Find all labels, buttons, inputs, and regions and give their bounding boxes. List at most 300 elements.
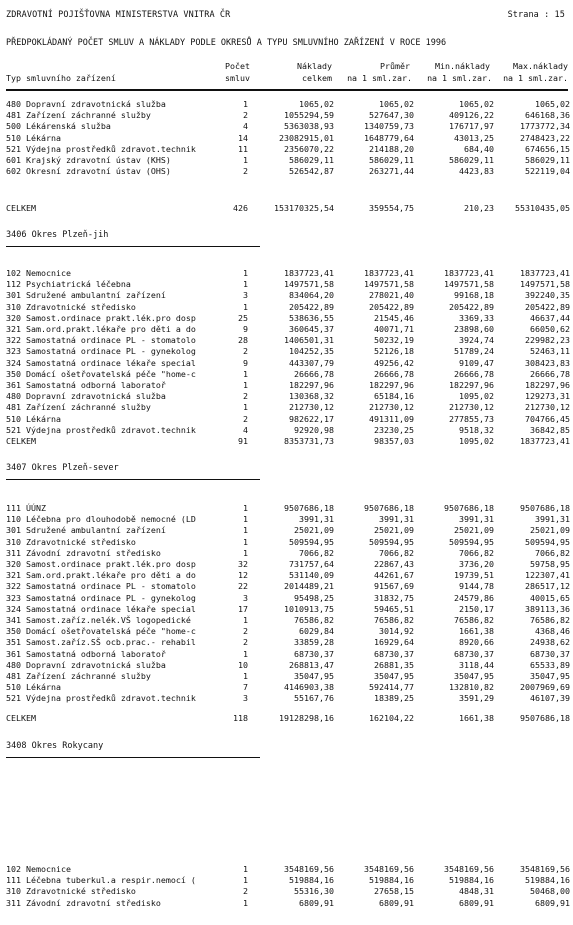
col-count-label-1: Počet bbox=[225, 61, 250, 71]
cost-cell: 5363038,93 bbox=[284, 121, 334, 131]
avg-cell: 16929,64 bbox=[374, 637, 414, 647]
table-row bbox=[6, 133, 570, 144]
cost-cell: 3991,31 bbox=[299, 514, 334, 524]
min-cell: 19739,51 bbox=[454, 570, 494, 580]
cost-cell: 509594,95 bbox=[289, 537, 334, 547]
table-row bbox=[6, 110, 570, 121]
count-cell: 1 bbox=[243, 514, 248, 524]
district-heading: 3407 Okres Plzeň-sever bbox=[6, 463, 119, 473]
district-heading: 3408 Okres Rokycany bbox=[6, 741, 104, 751]
cost-cell: 55167,76 bbox=[294, 693, 334, 703]
table-row bbox=[6, 166, 570, 177]
type-cell: 322 Samostatná ordinace PL - stomatolo bbox=[6, 581, 196, 591]
table-row bbox=[6, 279, 570, 290]
min-cell: 4848,31 bbox=[459, 886, 494, 896]
type-cell: 341 Samost.zaříz.nelék.VŠ logopedické bbox=[6, 615, 191, 625]
table-row bbox=[6, 649, 570, 660]
count-cell: 10 bbox=[238, 660, 248, 670]
table-row bbox=[6, 358, 570, 369]
max-cell: 1497571,58 bbox=[520, 279, 570, 289]
col-min-label-1: Min.náklady bbox=[435, 61, 490, 71]
insurer-title: ZDRAVOTNÍ POJIŠŤOVNA MINISTERSTVA VNITRA ČR bbox=[6, 10, 231, 20]
table-row bbox=[6, 380, 570, 391]
avg-cell: 50232,19 bbox=[374, 335, 414, 345]
min-cell: 35047,95 bbox=[454, 671, 494, 681]
col-max-label-2: na 1 sml.zar. bbox=[503, 73, 568, 83]
avg-cell: 23230,25 bbox=[374, 425, 414, 435]
header-rule bbox=[6, 89, 568, 91]
min-cell: 3118,44 bbox=[459, 660, 494, 670]
page-number: Strana : 15 bbox=[507, 10, 565, 20]
cost-cell: 212730,12 bbox=[289, 402, 334, 412]
avg-cell: 509594,95 bbox=[369, 537, 414, 547]
count-cell: 22 bbox=[238, 581, 248, 591]
type-cell: 301 Sdružené ambulantní zařízení bbox=[6, 525, 166, 535]
type-cell: CELKEM bbox=[6, 436, 36, 446]
table-row bbox=[6, 391, 570, 402]
table-row bbox=[6, 864, 570, 875]
count-cell: 118 bbox=[233, 713, 248, 723]
col-count-label-2: smluv bbox=[225, 73, 250, 83]
col-min-label-2: na 1 sml.zar. bbox=[427, 73, 492, 83]
count-cell: 426 bbox=[233, 203, 248, 213]
cost-cell: 982622,17 bbox=[289, 414, 334, 424]
table-row bbox=[6, 626, 570, 637]
type-cell: 510 Lékárna bbox=[6, 682, 61, 692]
avg-cell: 98357,03 bbox=[374, 436, 414, 446]
avg-cell: 59465,51 bbox=[374, 604, 414, 614]
table-row bbox=[6, 425, 570, 436]
avg-cell: 65184,16 bbox=[374, 391, 414, 401]
type-cell: 361 Samostatná odborná laboratoř bbox=[6, 649, 166, 659]
cost-cell: 33859,28 bbox=[294, 637, 334, 647]
cost-cell: 2014489,21 bbox=[284, 581, 334, 591]
max-cell: 308423,83 bbox=[525, 358, 570, 368]
count-cell: 2 bbox=[243, 346, 248, 356]
min-cell: 1661,38 bbox=[459, 713, 494, 723]
table-row bbox=[6, 155, 570, 166]
min-cell: 586029,11 bbox=[449, 155, 494, 165]
cost-cell: 2356070,22 bbox=[284, 144, 334, 154]
max-cell: 25021,09 bbox=[530, 525, 570, 535]
cost-cell: 731757,64 bbox=[289, 559, 334, 569]
min-cell: 182297,96 bbox=[449, 380, 494, 390]
max-cell: 646168,36 bbox=[525, 110, 570, 120]
avg-cell: 31832,75 bbox=[374, 593, 414, 603]
type-cell: 310 Zdravotnické středisko bbox=[6, 537, 136, 547]
min-cell: 3991,31 bbox=[459, 514, 494, 524]
count-cell: 1 bbox=[243, 402, 248, 412]
count-cell: 14 bbox=[238, 133, 248, 143]
type-cell: 480 Dopravní zdravotnická služba bbox=[6, 660, 166, 670]
max-cell: 392240,35 bbox=[525, 290, 570, 300]
type-cell: 310 Zdravotnické středisko bbox=[6, 886, 136, 896]
cost-cell: 182297,96 bbox=[289, 380, 334, 390]
max-cell: 40015,65 bbox=[530, 593, 570, 603]
table-row bbox=[6, 99, 570, 110]
type-cell: 322 Samostatná ordinace PL - stomatolo bbox=[6, 335, 196, 345]
table-row bbox=[6, 886, 570, 897]
avg-cell: 205422,89 bbox=[369, 302, 414, 312]
count-cell: 1 bbox=[243, 369, 248, 379]
cost-cell: 268813,47 bbox=[289, 660, 334, 670]
max-cell: 9507686,18 bbox=[520, 503, 570, 513]
count-cell: 9 bbox=[243, 358, 248, 368]
max-cell: 59758,95 bbox=[530, 559, 570, 569]
table-row bbox=[6, 268, 570, 279]
count-cell: 1 bbox=[243, 268, 248, 278]
min-cell: 9144,78 bbox=[459, 581, 494, 591]
min-cell: 1065,02 bbox=[459, 99, 494, 109]
type-cell: 320 Samost.ordinace prakt.lék.pro dosp bbox=[6, 313, 196, 323]
table-row bbox=[6, 514, 570, 525]
type-cell: 361 Samostatná odborná laboratoř bbox=[6, 380, 166, 390]
avg-cell: 68730,37 bbox=[374, 649, 414, 659]
count-cell: 2 bbox=[243, 414, 248, 424]
avg-cell: 3014,92 bbox=[379, 626, 414, 636]
count-cell: 1 bbox=[243, 671, 248, 681]
table-row bbox=[6, 346, 570, 357]
table-row bbox=[6, 144, 570, 155]
avg-cell: 91567,69 bbox=[374, 581, 414, 591]
count-cell: 25 bbox=[238, 313, 248, 323]
type-cell: 351 Samost.zaříz.SŠ ocb.prac.- rehabil bbox=[6, 637, 196, 647]
avg-cell: 40071,71 bbox=[374, 324, 414, 334]
min-cell: 3369,33 bbox=[459, 313, 494, 323]
min-cell: 76586,82 bbox=[454, 615, 494, 625]
max-cell: 55310435,05 bbox=[515, 203, 570, 213]
type-cell: 311 Závodní zdravotní středisko bbox=[6, 898, 161, 908]
min-cell: 277855,73 bbox=[449, 414, 494, 424]
count-cell: 1 bbox=[243, 548, 248, 558]
max-cell: 66050,62 bbox=[530, 324, 570, 334]
max-cell: 286517,12 bbox=[525, 581, 570, 591]
avg-cell: 527647,30 bbox=[369, 110, 414, 120]
max-cell: 1065,02 bbox=[535, 99, 570, 109]
type-cell: 324 Samostatná ordinace lékaře special bbox=[6, 358, 196, 368]
type-cell: 301 Sdružené ambulantní zařízení bbox=[6, 290, 166, 300]
avg-cell: 1340759,73 bbox=[364, 121, 414, 131]
max-cell: 122307,41 bbox=[525, 570, 570, 580]
count-cell: 2 bbox=[243, 886, 248, 896]
cost-cell: 3548169,56 bbox=[284, 864, 334, 874]
table-row bbox=[6, 637, 570, 648]
type-cell: 602 Okresní zdravotní ústav (OHS) bbox=[6, 166, 171, 176]
report-subtitle: PŘEDPOKLÁDANÝ POČET SMLUV A NÁKLADY PODLE OKRESŮ A TYPU SMLUVNÍHO ZAŘÍZENÍ V ROCE 1996 bbox=[6, 38, 447, 48]
min-cell: 6809,91 bbox=[459, 898, 494, 908]
table-row bbox=[6, 402, 570, 413]
avg-cell: 592414,77 bbox=[369, 682, 414, 692]
min-cell: 8920,66 bbox=[459, 637, 494, 647]
table-row bbox=[6, 369, 570, 380]
cost-cell: 25021,09 bbox=[294, 525, 334, 535]
type-cell: 601 Krajský zdravotní ústav (KHS) bbox=[6, 155, 171, 165]
min-cell: 24579,86 bbox=[454, 593, 494, 603]
cost-cell: 76586,82 bbox=[294, 615, 334, 625]
max-cell: 519884,16 bbox=[525, 875, 570, 885]
avg-cell: 52126,18 bbox=[374, 346, 414, 356]
min-cell: 7066,82 bbox=[459, 548, 494, 558]
count-cell: 2 bbox=[243, 391, 248, 401]
table-row bbox=[6, 615, 570, 626]
max-cell: 65533,89 bbox=[530, 660, 570, 670]
count-cell: 1 bbox=[243, 537, 248, 547]
table-row bbox=[6, 898, 570, 909]
count-cell: 1 bbox=[243, 615, 248, 625]
table-row bbox=[6, 324, 570, 335]
table-row bbox=[6, 693, 570, 704]
table-row bbox=[6, 593, 570, 604]
cost-cell: 35047,95 bbox=[294, 671, 334, 681]
max-cell: 50468,00 bbox=[530, 886, 570, 896]
table-row bbox=[6, 525, 570, 536]
max-cell: 2748423,22 bbox=[520, 133, 570, 143]
min-cell: 212730,12 bbox=[449, 402, 494, 412]
count-cell: 1 bbox=[243, 279, 248, 289]
count-cell: 3 bbox=[243, 593, 248, 603]
count-cell: 1 bbox=[243, 155, 248, 165]
max-cell: 2007969,69 bbox=[520, 682, 570, 692]
count-cell: 3 bbox=[243, 290, 248, 300]
min-cell: 9109,47 bbox=[459, 358, 494, 368]
type-cell: 521 Výdejna prostředků zdravot.technik bbox=[6, 693, 196, 703]
max-cell: 4368,46 bbox=[535, 626, 570, 636]
type-cell: 510 Lékárna bbox=[6, 133, 61, 143]
table-row bbox=[6, 682, 570, 693]
type-cell: 102 Nemocnice bbox=[6, 268, 71, 278]
cost-cell: 1065,02 bbox=[299, 99, 334, 109]
min-cell: 9518,32 bbox=[459, 425, 494, 435]
cost-cell: 104252,35 bbox=[289, 346, 334, 356]
max-cell: 3548169,56 bbox=[520, 864, 570, 874]
cost-cell: 205422,89 bbox=[289, 302, 334, 312]
section-rule bbox=[6, 479, 260, 480]
type-cell: 311 Závodní zdravotní středisko bbox=[6, 548, 161, 558]
col-cost-label-1: Náklady bbox=[297, 61, 332, 71]
min-cell: 210,23 bbox=[464, 203, 494, 213]
cost-cell: 153170325,54 bbox=[274, 203, 334, 213]
avg-cell: 35047,95 bbox=[374, 671, 414, 681]
type-cell: 323 Samostatná ordinace PL - gynekolog bbox=[6, 593, 196, 603]
min-cell: 26666,78 bbox=[454, 369, 494, 379]
avg-cell: 6809,91 bbox=[379, 898, 414, 908]
count-cell: 4 bbox=[243, 425, 248, 435]
min-cell: 1661,38 bbox=[459, 626, 494, 636]
min-cell: 23898,60 bbox=[454, 324, 494, 334]
count-cell: 1 bbox=[243, 380, 248, 390]
count-cell: 17 bbox=[238, 604, 248, 614]
avg-cell: 519884,16 bbox=[369, 875, 414, 885]
avg-cell: 22867,43 bbox=[374, 559, 414, 569]
avg-cell: 1065,02 bbox=[379, 99, 414, 109]
min-cell: 68730,37 bbox=[454, 649, 494, 659]
type-cell: 111 ÚÚNZ bbox=[6, 503, 46, 513]
max-cell: 6809,91 bbox=[535, 898, 570, 908]
count-cell: 32 bbox=[238, 559, 248, 569]
max-cell: 68730,37 bbox=[530, 649, 570, 659]
col-avg-label-1: Průměr bbox=[380, 61, 410, 71]
cost-cell: 92920,98 bbox=[294, 425, 334, 435]
table-row bbox=[6, 559, 570, 570]
section-rule bbox=[6, 757, 260, 758]
max-cell: 46107,39 bbox=[530, 693, 570, 703]
table-row bbox=[6, 503, 570, 514]
type-cell: 111 Léčebna tuberkul.a respir.nemocí ( bbox=[6, 875, 196, 885]
avg-cell: 212730,12 bbox=[369, 402, 414, 412]
cost-cell: 68730,37 bbox=[294, 649, 334, 659]
avg-cell: 76586,82 bbox=[374, 615, 414, 625]
cost-cell: 360645,37 bbox=[289, 324, 334, 334]
col-cost-label-2: celkem bbox=[302, 73, 332, 83]
max-cell: 205422,89 bbox=[525, 302, 570, 312]
cost-cell: 526542,87 bbox=[289, 166, 334, 176]
count-cell: 9 bbox=[243, 324, 248, 334]
count-cell: 1 bbox=[243, 525, 248, 535]
min-cell: 43013,25 bbox=[454, 133, 494, 143]
count-cell: 1 bbox=[243, 649, 248, 659]
cost-cell: 1837723,41 bbox=[284, 268, 334, 278]
max-cell: 182297,96 bbox=[525, 380, 570, 390]
min-cell: 132810,82 bbox=[449, 682, 494, 692]
max-cell: 26666,78 bbox=[530, 369, 570, 379]
avg-cell: 1837723,41 bbox=[364, 268, 414, 278]
table-row bbox=[6, 548, 570, 559]
count-cell: 2 bbox=[243, 110, 248, 120]
count-cell: 1 bbox=[243, 99, 248, 109]
min-cell: 1095,02 bbox=[459, 391, 494, 401]
type-cell: 480 Dopravní zdravotnická služba bbox=[6, 99, 166, 109]
avg-cell: 27658,15 bbox=[374, 886, 414, 896]
avg-cell: 1648779,64 bbox=[364, 133, 414, 143]
type-cell: 102 Nemocnice bbox=[6, 864, 71, 874]
table-row bbox=[6, 537, 570, 548]
max-cell: 129273,31 bbox=[525, 391, 570, 401]
avg-cell: 44261,67 bbox=[374, 570, 414, 580]
avg-cell: 3991,31 bbox=[379, 514, 414, 524]
avg-cell: 9507686,18 bbox=[364, 503, 414, 513]
min-cell: 3591,29 bbox=[459, 693, 494, 703]
type-cell: 480 Dopravní zdravotnická služba bbox=[6, 391, 166, 401]
min-cell: 4423,83 bbox=[459, 166, 494, 176]
column-header bbox=[6, 61, 568, 87]
count-cell: 1 bbox=[243, 864, 248, 874]
avg-cell: 263271,44 bbox=[369, 166, 414, 176]
table-row bbox=[6, 671, 570, 682]
max-cell: 35047,95 bbox=[530, 671, 570, 681]
type-cell: CELKEM bbox=[6, 713, 36, 723]
col-max-label-1: Max.náklady bbox=[513, 61, 568, 71]
section-rule bbox=[6, 246, 260, 247]
min-cell: 25021,09 bbox=[454, 525, 494, 535]
max-cell: 212730,12 bbox=[525, 402, 570, 412]
min-cell: 519884,16 bbox=[449, 875, 494, 885]
max-cell: 1837723,41 bbox=[520, 268, 570, 278]
type-cell: 521 Výdejna prostředků zdravot.technik bbox=[6, 144, 196, 154]
cost-cell: 834064,20 bbox=[289, 290, 334, 300]
avg-cell: 3548169,56 bbox=[364, 864, 414, 874]
min-cell: 99168,18 bbox=[454, 290, 494, 300]
avg-cell: 162104,22 bbox=[369, 713, 414, 723]
cost-cell: 55316,30 bbox=[294, 886, 334, 896]
avg-cell: 18389,25 bbox=[374, 693, 414, 703]
avg-cell: 359554,75 bbox=[369, 203, 414, 213]
avg-cell: 214188,20 bbox=[369, 144, 414, 154]
avg-cell: 586029,11 bbox=[369, 155, 414, 165]
max-cell: 389113,36 bbox=[525, 604, 570, 614]
max-cell: 46637,44 bbox=[530, 313, 570, 323]
cost-cell: 519884,16 bbox=[289, 875, 334, 885]
max-cell: 3991,31 bbox=[535, 514, 570, 524]
table-row bbox=[6, 581, 570, 592]
type-cell: 481 Zařízení záchranné služby bbox=[6, 110, 151, 120]
count-cell: 1 bbox=[243, 875, 248, 885]
count-cell: 3 bbox=[243, 693, 248, 703]
cost-cell: 1497571,58 bbox=[284, 279, 334, 289]
avg-cell: 7066,82 bbox=[379, 548, 414, 558]
table-row bbox=[6, 570, 570, 581]
min-cell: 409126,22 bbox=[449, 110, 494, 120]
type-cell: 324 Samostatná ordinace lékaře special bbox=[6, 604, 196, 614]
cost-cell: 130368,32 bbox=[289, 391, 334, 401]
total-row bbox=[6, 713, 570, 724]
count-cell: 2 bbox=[243, 637, 248, 647]
count-cell: 2 bbox=[243, 166, 248, 176]
type-cell: 481 Zařízení záchranné služby bbox=[6, 402, 151, 412]
type-cell: 310 Zdravotnické středisko bbox=[6, 302, 136, 312]
count-cell: 12 bbox=[238, 570, 248, 580]
cost-cell: 586029,11 bbox=[289, 155, 334, 165]
count-cell: 1 bbox=[243, 302, 248, 312]
avg-cell: 1497571,58 bbox=[364, 279, 414, 289]
type-cell: CELKEM bbox=[6, 203, 36, 213]
type-cell: 481 Zařízení záchranné služby bbox=[6, 671, 151, 681]
total-row bbox=[6, 203, 570, 214]
avg-cell: 25021,09 bbox=[374, 525, 414, 535]
type-cell: 510 Lékárna bbox=[6, 414, 61, 424]
min-cell: 3736,20 bbox=[459, 559, 494, 569]
count-cell: 11 bbox=[238, 144, 248, 154]
min-cell: 3924,74 bbox=[459, 335, 494, 345]
min-cell: 509594,95 bbox=[449, 537, 494, 547]
type-cell: 350 Domácí ošetřovatelská péče "home-c bbox=[6, 369, 196, 379]
max-cell: 76586,82 bbox=[530, 615, 570, 625]
max-cell: 586029,11 bbox=[525, 155, 570, 165]
type-cell: 112 Psychiatrická léčebna bbox=[6, 279, 131, 289]
min-cell: 2150,17 bbox=[459, 604, 494, 614]
type-cell: 321 Sam.ord.prakt.lékaře pro děti a do bbox=[6, 570, 196, 580]
min-cell: 1837723,41 bbox=[444, 268, 494, 278]
cost-cell: 7066,82 bbox=[299, 548, 334, 558]
cost-cell: 9507686,18 bbox=[284, 503, 334, 513]
cost-cell: 6029,84 bbox=[299, 626, 334, 636]
avg-cell: 49256,42 bbox=[374, 358, 414, 368]
cost-cell: 443307,79 bbox=[289, 358, 334, 368]
cost-cell: 4146903,38 bbox=[284, 682, 334, 692]
min-cell: 51789,24 bbox=[454, 346, 494, 356]
max-cell: 9507686,18 bbox=[520, 713, 570, 723]
avg-cell: 182297,96 bbox=[369, 380, 414, 390]
table-row bbox=[6, 875, 570, 886]
avg-cell: 26881,35 bbox=[374, 660, 414, 670]
cost-cell: 1010913,75 bbox=[284, 604, 334, 614]
cost-cell: 8353731,73 bbox=[284, 436, 334, 446]
max-cell: 522119,04 bbox=[525, 166, 570, 176]
table-row bbox=[6, 660, 570, 671]
type-cell: 110 Léčebna pro dlouhodobě nemocné (LD bbox=[6, 514, 196, 524]
max-cell: 229982,23 bbox=[525, 335, 570, 345]
table-row bbox=[6, 414, 570, 425]
max-cell: 1773772,34 bbox=[520, 121, 570, 131]
